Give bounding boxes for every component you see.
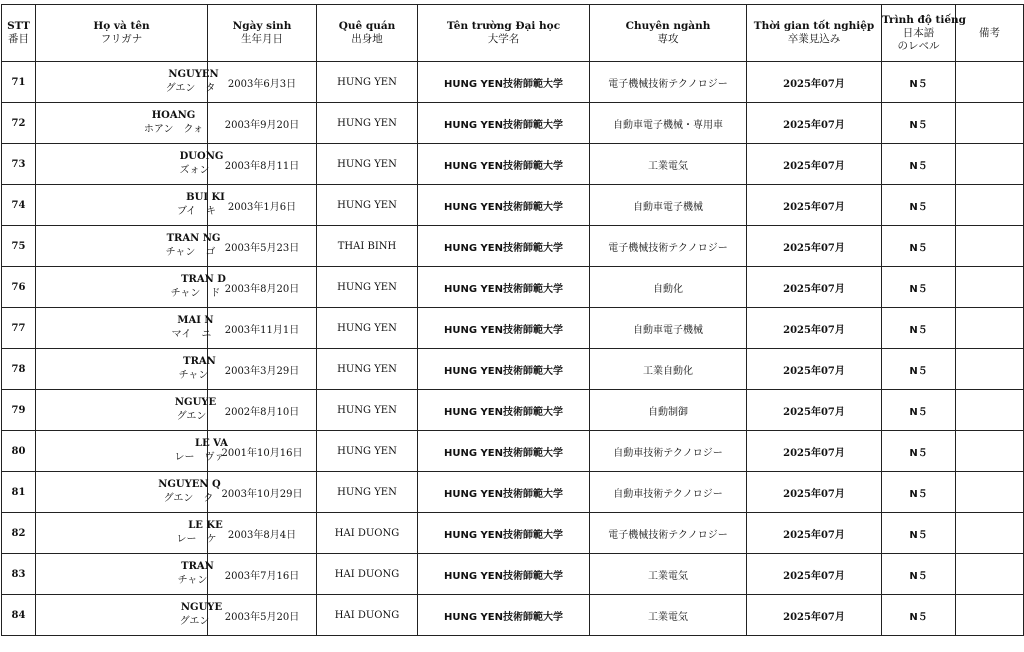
header-notes-ja: 備考 xyxy=(979,26,1000,39)
header-major xyxy=(590,5,747,62)
cell-university: HUNG YEN技術師範大学 xyxy=(418,308,590,349)
cell-stt: 78 xyxy=(2,349,36,390)
cell-university: HUNG YEN技術師範大学 xyxy=(418,390,590,431)
name-wrapper xyxy=(36,601,287,629)
name-latin: HOANG xyxy=(151,110,196,121)
cell-university: HUNG YEN技術師範大学 xyxy=(418,267,590,308)
cell-major: 自動車電子機械 xyxy=(590,185,747,226)
name-wrapper xyxy=(36,355,285,383)
cell-major: 工業電気 xyxy=(590,554,747,595)
cell-name xyxy=(36,431,228,472)
cell-notes xyxy=(956,185,1024,226)
header-major-vi: Chuyên ngành xyxy=(625,20,711,32)
table-body xyxy=(2,62,1024,636)
cell-major: 電子機械技術テクノロジー xyxy=(590,226,747,267)
cell-university: HUNG YEN技術師範大学 xyxy=(418,595,590,636)
cell-university: HUNG YEN技術師範大学 xyxy=(418,472,590,513)
name-kana: レー ヴァ xyxy=(174,452,225,463)
cell-notes xyxy=(956,226,1024,267)
cell-graduation: 2025年07月 xyxy=(747,308,882,349)
name-kana: マイ ニ xyxy=(171,329,212,340)
cell-hometown: HUNG YEN xyxy=(317,103,418,144)
cell-level: N５ xyxy=(882,431,956,472)
table-row xyxy=(2,308,1024,349)
cell-hometown: HUNG YEN xyxy=(317,185,418,226)
cell-hometown: HUNG YEN xyxy=(317,431,418,472)
name-kana: グエン タ xyxy=(165,83,216,94)
header-dob-vi: Ngày sinh xyxy=(232,20,292,32)
name-kana: チャン xyxy=(177,575,208,586)
name-kana: チャン ゴ xyxy=(165,247,216,258)
cell-stt: 75 xyxy=(2,226,36,267)
cell-level: N５ xyxy=(882,267,956,308)
cell-notes xyxy=(956,513,1024,554)
cell-notes xyxy=(956,431,1024,472)
cell-name xyxy=(36,349,216,390)
cell-stt: 84 xyxy=(2,595,36,636)
table-row xyxy=(2,349,1024,390)
cell-major: 電子機械技術テクノロジー xyxy=(590,513,747,554)
cell-notes xyxy=(956,595,1024,636)
cell-hometown: HUNG YEN xyxy=(317,390,418,431)
cell-stt: 79 xyxy=(2,390,36,431)
cell-name xyxy=(36,226,221,267)
name-kana: チャン ド xyxy=(170,288,221,299)
table-row xyxy=(2,267,1024,308)
cell-level: N５ xyxy=(882,595,956,636)
cell-notes xyxy=(956,390,1024,431)
cell-dob: 2003年10月29日 xyxy=(208,472,317,513)
table-row xyxy=(2,431,1024,472)
cell-dob: 2003年6月3日 xyxy=(208,62,317,103)
cell-dob: 2003年8月20日 xyxy=(208,267,317,308)
name-kana: ホアン クォ xyxy=(143,124,204,135)
header-name-vi: Họ và tên xyxy=(93,20,150,32)
name-kana: ブイ キ xyxy=(176,206,217,217)
table-row xyxy=(2,513,1024,554)
cell-graduation: 2025年07月 xyxy=(747,513,882,554)
cell-name xyxy=(36,144,224,185)
name-kana: グエン xyxy=(179,616,210,627)
header-graduation-vi: Thời gian tốt nghiệp xyxy=(753,20,875,32)
name-latin: TRAN D xyxy=(181,274,226,285)
cell-level: N５ xyxy=(882,144,956,185)
cell-university: HUNG YEN技術師範大学 xyxy=(418,185,590,226)
name-latin: BUI KI xyxy=(186,192,225,203)
cell-stt: 83 xyxy=(2,554,36,595)
cell-major: 自動車技術テクノロジー xyxy=(590,431,747,472)
name-latin: LE KE xyxy=(188,520,223,531)
cell-stt: 73 xyxy=(2,144,36,185)
table-row xyxy=(2,390,1024,431)
cell-notes xyxy=(956,472,1024,513)
cell-major: 電子機械技術テクノロジー xyxy=(590,62,747,103)
cell-dob: 2003年7月16日 xyxy=(208,554,317,595)
cell-graduation: 2025年07月 xyxy=(747,103,882,144)
cell-hometown: HUNG YEN xyxy=(317,349,418,390)
cell-hometown: HUNG YEN xyxy=(317,472,418,513)
name-wrapper xyxy=(36,314,281,342)
cell-name xyxy=(36,62,219,103)
cell-graduation: 2025年07月 xyxy=(747,349,882,390)
cell-hometown: HAI DUONG xyxy=(317,595,418,636)
cell-notes xyxy=(956,267,1024,308)
header-level-ja2: のレベル xyxy=(897,39,940,52)
table-row xyxy=(2,472,1024,513)
name-latin: MAI N xyxy=(177,315,214,326)
cell-name xyxy=(36,308,214,349)
table-header xyxy=(2,5,1024,62)
cell-major: 自動制御 xyxy=(590,390,747,431)
table-row xyxy=(2,226,1024,267)
cell-name xyxy=(36,390,217,431)
table-row xyxy=(2,185,1024,226)
cell-level: N５ xyxy=(882,554,956,595)
cell-major: 工業自動化 xyxy=(590,349,747,390)
header-dob xyxy=(208,5,317,62)
name-kana: グエン ク xyxy=(163,493,214,504)
name-wrapper xyxy=(36,232,279,260)
cell-hometown: HUNG YEN xyxy=(317,62,418,103)
student-table xyxy=(1,4,1024,636)
cell-dob: 2003年11月1日 xyxy=(208,308,317,349)
header-graduation-ja: 卒業見込み xyxy=(787,33,841,45)
cell-dob: 2002年8月10日 xyxy=(208,390,317,431)
cell-university: HUNG YEN技術師範大学 xyxy=(418,513,590,554)
cell-university: HUNG YEN技術師範大学 xyxy=(418,349,590,390)
cell-name xyxy=(36,554,214,595)
header-university-ja: 大学名 xyxy=(487,33,520,45)
header-level xyxy=(882,5,966,62)
header-dob-ja: 生年月日 xyxy=(241,33,283,45)
cell-dob: 2003年5月20日 xyxy=(208,595,317,636)
name-kana: チャン xyxy=(178,370,209,381)
cell-dob: 2003年8月11日 xyxy=(208,144,317,185)
name-wrapper xyxy=(36,109,259,137)
name-wrapper xyxy=(36,437,297,465)
cell-major: 自動化 xyxy=(590,267,747,308)
cell-hometown: HUNG YEN xyxy=(317,308,418,349)
header-major-ja: 専攻 xyxy=(657,33,679,45)
table-row xyxy=(2,554,1024,595)
cell-graduation: 2025年07月 xyxy=(747,226,882,267)
cell-hometown: HUNG YEN xyxy=(317,267,418,308)
cell-level: N５ xyxy=(882,308,956,349)
cell-graduation: 2025年07月 xyxy=(747,595,882,636)
cell-stt: 71 xyxy=(2,62,36,103)
cell-university: HUNG YEN技術師範大学 xyxy=(418,103,590,144)
name-wrapper xyxy=(36,560,283,588)
name-latin: LE VA xyxy=(195,438,228,449)
name-wrapper xyxy=(36,273,289,301)
cell-university: HUNG YEN技術師範大学 xyxy=(418,554,590,595)
name-kana: レー ケ xyxy=(176,534,217,545)
cell-dob: 2003年8月4日 xyxy=(208,513,317,554)
header-name-ja: フリガナ xyxy=(100,33,143,45)
cell-graduation: 2025年07月 xyxy=(747,390,882,431)
table-row xyxy=(2,62,1024,103)
name-wrapper xyxy=(36,150,287,178)
name-latin: TRAN NG xyxy=(166,233,221,244)
cell-dob: 2003年3月29日 xyxy=(208,349,317,390)
cell-major: 自動車技術テクノロジー xyxy=(590,472,747,513)
table-row xyxy=(2,103,1024,144)
name-wrapper xyxy=(36,396,281,424)
header-level-vi: Trình độ tiếng xyxy=(882,13,966,26)
cell-graduation: 2025年07月 xyxy=(747,185,882,226)
name-kana: ズォン xyxy=(179,165,210,176)
name-latin: NGUYEN xyxy=(168,69,219,80)
name-latin: NGUYEN Q xyxy=(158,479,221,490)
cell-university: HUNG YEN技術師範大学 xyxy=(418,431,590,472)
header-university-vi: Tên trường Đại học xyxy=(446,20,561,32)
name-latin: TRAN xyxy=(181,561,214,572)
cell-level: N５ xyxy=(882,226,956,267)
cell-university: HUNG YEN技術師範大学 xyxy=(418,144,590,185)
cell-name xyxy=(36,513,223,554)
header-graduation xyxy=(747,5,882,62)
table-row xyxy=(2,144,1024,185)
header-university xyxy=(418,5,590,62)
cell-dob: 2001年10月16日 xyxy=(208,431,317,472)
cell-graduation: 2025年07月 xyxy=(747,62,882,103)
cell-level: N５ xyxy=(882,472,956,513)
header-hometown xyxy=(317,5,418,62)
header-level-ja: 日本語 xyxy=(902,26,935,39)
cell-dob: 2003年1月6日 xyxy=(208,185,317,226)
cell-university: HUNG YEN技術師範大学 xyxy=(418,226,590,267)
cell-notes xyxy=(956,308,1024,349)
cell-graduation: 2025年07月 xyxy=(747,431,882,472)
name-kana: グエン xyxy=(176,411,207,422)
cell-hometown: HAI DUONG xyxy=(317,554,418,595)
cell-name xyxy=(36,103,208,144)
header-hometown-ja: 出身地 xyxy=(351,33,383,45)
cell-graduation: 2025年07月 xyxy=(747,472,882,513)
cell-notes xyxy=(956,62,1024,103)
cell-hometown: THAI BINH xyxy=(317,226,418,267)
header-stt-ja: 番目 xyxy=(8,33,29,45)
cell-notes xyxy=(956,144,1024,185)
cell-major: 工業電気 xyxy=(590,595,747,636)
header-stt xyxy=(2,5,36,62)
cell-name xyxy=(36,185,225,226)
cell-name xyxy=(36,595,223,636)
cell-level: N５ xyxy=(882,62,956,103)
cell-graduation: 2025年07月 xyxy=(747,267,882,308)
cell-dob: 2003年9月20日 xyxy=(208,103,317,144)
cell-university: HUNG YEN技術師範大学 xyxy=(418,62,590,103)
cell-hometown: HAI DUONG xyxy=(317,513,418,554)
table-row xyxy=(2,595,1024,636)
header-name xyxy=(36,5,208,62)
cell-level: N５ xyxy=(882,513,956,554)
name-latin: DUONG xyxy=(179,151,224,162)
cell-hometown: HUNG YEN xyxy=(317,144,418,185)
cell-stt: 80 xyxy=(2,431,36,472)
cell-level: N５ xyxy=(882,103,956,144)
cell-stt: 82 xyxy=(2,513,36,554)
cell-level: N５ xyxy=(882,390,956,431)
cell-major: 自動車電子機械・専用車 xyxy=(590,103,747,144)
name-latin: TRAN xyxy=(183,356,216,367)
cell-graduation: 2025年07月 xyxy=(747,554,882,595)
cell-level: N５ xyxy=(882,185,956,226)
cell-stt: 77 xyxy=(2,308,36,349)
name-wrapper xyxy=(36,68,279,96)
cell-level: N５ xyxy=(882,349,956,390)
cell-dob: 2003年5月23日 xyxy=(208,226,317,267)
cell-notes xyxy=(956,554,1024,595)
cell-major: 工業電気 xyxy=(590,144,747,185)
cell-major: 自動車電子機械 xyxy=(590,308,747,349)
header-stt-vi: STT xyxy=(7,20,30,32)
cell-stt: 76 xyxy=(2,267,36,308)
cell-name xyxy=(36,267,226,308)
cell-stt: 74 xyxy=(2,185,36,226)
name-wrapper xyxy=(36,478,275,506)
name-wrapper xyxy=(36,191,291,219)
name-latin: NGUYE xyxy=(180,602,223,613)
cell-notes xyxy=(956,103,1024,144)
header-row xyxy=(2,5,1024,62)
name-wrapper xyxy=(36,519,291,547)
cell-name xyxy=(36,472,221,513)
header-hometown-vi: Quê quán xyxy=(338,20,396,32)
cell-notes xyxy=(956,349,1024,390)
cell-stt: 72 xyxy=(2,103,36,144)
name-latin: NGUYE xyxy=(174,397,217,408)
cell-graduation: 2025年07月 xyxy=(747,144,882,185)
cell-stt: 81 xyxy=(2,472,36,513)
